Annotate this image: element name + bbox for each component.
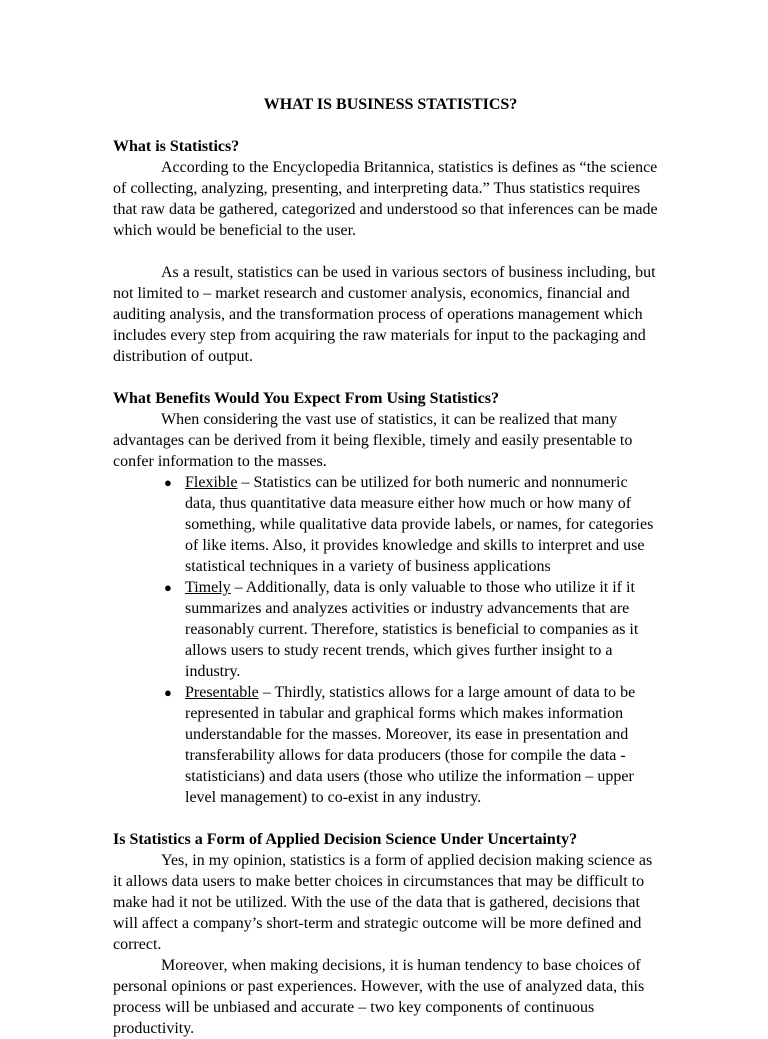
section-benefits (113, 388, 658, 808)
paragraph: When considering the vast use of statistics, it can be realized that many advantages can be derived from it being flexible, timely and easily presentable to confer information to the masses. (113, 411, 633, 470)
section-gap (113, 808, 658, 829)
term-label: Timely (185, 579, 231, 596)
document-body (113, 94, 658, 1039)
paragraph: Yes, in my opinion, statistics is a form of applied decision making science as it allows data users to make better choices in circumstances that may be difficult to make had it not be utilized. With the use of the data that is gathered, decisions that will affect a company’s short-term and strategic outcome will be more defined and correct. (113, 852, 653, 953)
term-label: Presentable (185, 684, 259, 701)
list-item-text: – Thirdly, statistics allows for a large amount of data to be represented in tabular and graphical forms which makes information understandable for the masses. Moreover, its ease in presentation and transferability allows for data producers (those for compile the data - statisticians) and data users (those who utilize the information – upper level management) to co-exist in any industry. (185, 684, 636, 806)
list-item-flexible (113, 472, 658, 577)
list-item-presentable (113, 682, 658, 808)
section-what-is-statistics (113, 136, 658, 367)
benefits-list (113, 472, 658, 808)
section-gap (113, 367, 658, 388)
list-item-timely (113, 577, 658, 682)
list-item-text: – Statistics can be utilized for both numeric and nonnumeric data, thus quantitative data measure either how much or how many of something, while qualitative data provide labels, or names, for categories of like items. Also, it provides knowledge and skills to interpret and use statistical techniques in a variety of business applications (185, 474, 654, 575)
section-heading: Is Statistics a Form of Applied Decision Science Under Uncertainty? (113, 831, 578, 848)
paragraph-gap (113, 241, 658, 262)
section-heading: What is Statistics? (113, 138, 240, 155)
paragraph: Moreover, when making decisions, it is human tendency to base choices of personal opinions or past experiences. However, with the use of analyzed data, this process will be unbiased and accurate – two key components of continuous productivity. (113, 957, 645, 1037)
section-decision-science (113, 829, 658, 1039)
bullet-icon: ● (164, 685, 172, 700)
paragraph: As a result, statistics can be used in various sectors of business including, but not limited to – market research and customer analysis, economics, financial and auditing analysis, and the transformation process of operations management which includes every step from acquiring the raw materials for input to the packaging and distribution of output. (113, 264, 656, 365)
bullet-icon: ● (164, 580, 172, 595)
list-item-text: – Additionally, data is only valuable to those who utilize it if it summarizes and analyzes activities or industry advancements that are reasonably current. Therefore, statistics is beneficial to companies as it allows users to study recent trends, which gives further insight to a industry. (185, 579, 639, 680)
term-label: Flexible (185, 474, 238, 491)
paragraph: According to the Encyclopedia Britannica, statistics is defines as “the science of collecting, analyzing, presenting, and interpreting data.” Thus statistics requires that raw data be gathered, categorized and understood so that inferences can be made which would be beneficial to the user. (113, 159, 658, 239)
bullet-icon: ● (164, 475, 172, 490)
document-title: WHAT IS BUSINESS STATISTICS? (263, 96, 518, 113)
section-heading: What Benefits Would You Expect From Using Statistics? (113, 390, 499, 407)
